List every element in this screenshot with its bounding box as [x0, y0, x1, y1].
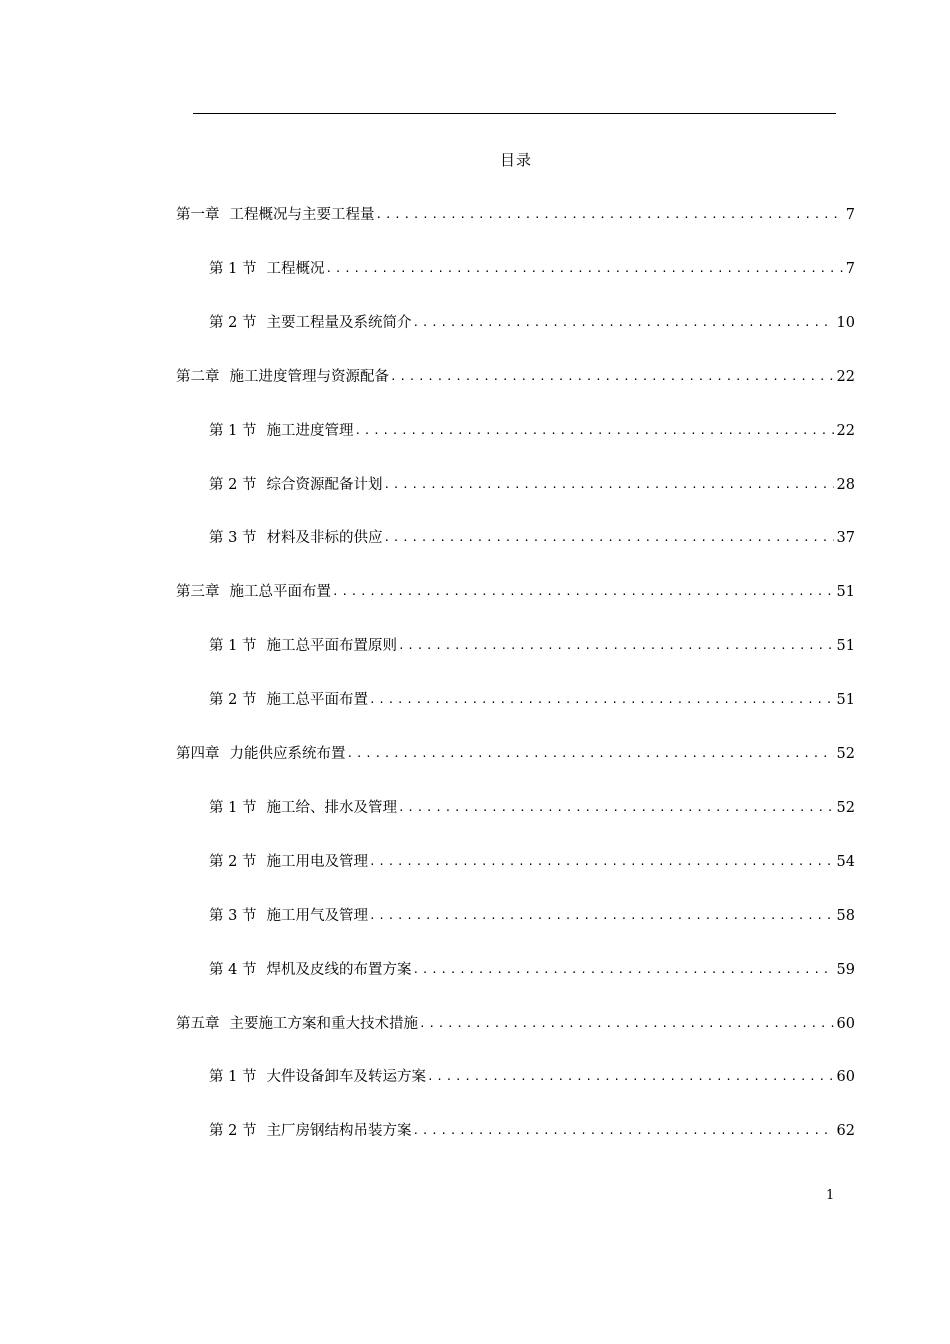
- toc-entry-title: 主要施工方案和重大技术措施: [229, 1016, 418, 1032]
- toc-entry-label: [209, 851, 368, 873]
- toc-entry-page: 22: [836, 369, 855, 385]
- toc-entry-page: 52: [836, 746, 855, 762]
- toc-entry-page: 22: [836, 423, 855, 439]
- toc-entry-number: 第 1 节: [209, 423, 257, 439]
- dot-leader: [398, 797, 834, 819]
- toc-chapter-entry[interactable]: [176, 743, 855, 765]
- toc-entry-number: 第一章: [176, 207, 220, 223]
- dot-leader: [325, 258, 842, 280]
- toc-entry-number: 第 2 节: [209, 477, 257, 493]
- toc-entry-label: [209, 689, 368, 711]
- page-number: 1: [826, 1188, 835, 1203]
- toc-entry-title: 施工用电及管理: [266, 854, 368, 870]
- toc-entry-page: 54: [836, 854, 855, 870]
- toc-section-entry[interactable]: [209, 420, 855, 442]
- toc-entry-title: 大件设备卸车及转运方案: [266, 1069, 426, 1085]
- toc-section-entry[interactable]: [209, 959, 855, 981]
- toc-entry-label: [209, 474, 382, 496]
- toc-entry-label: [209, 258, 324, 280]
- toc-entry-page: 60: [836, 1069, 855, 1085]
- toc-entry-label: [176, 743, 346, 765]
- toc-entry-number: 第三章: [176, 584, 220, 600]
- toc-entry-label: [209, 312, 411, 334]
- toc-section-entry[interactable]: [209, 851, 855, 873]
- toc-entry-label: [209, 905, 368, 927]
- toc-entry-title: 施工用气及管理: [266, 908, 368, 924]
- toc-entry-label: [209, 1120, 411, 1142]
- dot-leader: [419, 1013, 834, 1035]
- toc-chapter-entry[interactable]: [176, 366, 855, 388]
- toc-entry-title: 施工总平面布置原则: [266, 638, 397, 654]
- toc-entry-title: 主厂房钢结构吊装方案: [266, 1123, 412, 1139]
- toc-title: 目录: [499, 151, 532, 169]
- dot-leader: [369, 905, 834, 927]
- toc-entry-title: 综合资源配备计划: [266, 477, 383, 493]
- toc-entry-label: [176, 1013, 418, 1035]
- toc-section-entry[interactable]: [209, 474, 855, 496]
- toc-entry-number: 第 2 节: [209, 1123, 257, 1139]
- toc-entry-number: 第 2 节: [209, 315, 257, 331]
- dot-leader: [383, 474, 833, 496]
- toc-entry-number: 第 1 节: [209, 638, 257, 654]
- toc-entry-page: 51: [836, 638, 855, 654]
- toc-entry-title: 主要工程量及系统简介: [266, 315, 412, 331]
- toc-entry-page: 58: [836, 908, 855, 924]
- toc-chapter-entry[interactable]: [176, 581, 855, 603]
- toc-entry-label: [209, 527, 382, 549]
- toc-entry-page: 52: [836, 800, 855, 816]
- toc-entry-title: 力能供应系统布置: [229, 746, 346, 762]
- toc-entry-label: [209, 797, 397, 819]
- toc-entry-page: 10: [836, 315, 855, 331]
- toc-entry-page: 51: [836, 692, 855, 708]
- toc-entry-title: 施工总平面布置: [266, 692, 368, 708]
- dot-leader: [347, 743, 834, 765]
- toc-entry-title: 焊机及皮线的布置方案: [266, 962, 412, 978]
- toc-entry-number: 第 1 节: [209, 1069, 257, 1085]
- toc-section-entry[interactable]: [209, 689, 855, 711]
- dot-leader: [354, 420, 833, 442]
- toc-entry-label: [209, 1066, 426, 1088]
- toc-entry-number: 第 1 节: [209, 261, 257, 277]
- dot-leader: [332, 581, 834, 603]
- toc-entry-page: 60: [836, 1016, 855, 1032]
- toc-entry-page: 7: [845, 207, 855, 223]
- dot-leader: [412, 959, 833, 981]
- toc-entry-title: 材料及非标的供应: [266, 530, 383, 546]
- toc-section-entry[interactable]: [209, 797, 855, 819]
- toc-entry-number: 第四章: [176, 746, 220, 762]
- toc-entry-number: 第二章: [176, 369, 220, 385]
- toc-section-entry[interactable]: [209, 1120, 855, 1142]
- toc-section-entry[interactable]: [209, 312, 855, 334]
- toc-entry-label: [176, 366, 389, 388]
- dot-leader: [412, 312, 833, 334]
- toc-entry-page: 59: [836, 962, 855, 978]
- dot-leader: [398, 635, 834, 657]
- toc-section-entry[interactable]: [209, 635, 855, 657]
- toc-entry-title: 施工给、排水及管理: [266, 800, 397, 816]
- toc-entry-label: [209, 959, 411, 981]
- toc-entry-label: [209, 420, 353, 442]
- toc-entry-number: 第 3 节: [209, 908, 257, 924]
- toc-section-entry[interactable]: [209, 1066, 855, 1088]
- toc-entry-title: 工程概况与主要工程量: [229, 207, 375, 223]
- toc-entry-number: 第五章: [176, 1016, 220, 1032]
- toc-entry-page: 51: [836, 584, 855, 600]
- toc-section-entry[interactable]: [209, 905, 855, 927]
- toc-entry-number: 第 2 节: [209, 854, 257, 870]
- dot-leader: [412, 1120, 833, 1142]
- dot-leader: [376, 204, 843, 226]
- toc-section-entry[interactable]: [209, 258, 855, 280]
- toc-entry-title: 工程概况: [266, 261, 325, 277]
- toc-entry-label: [209, 635, 397, 657]
- dot-leader: [390, 366, 834, 388]
- dot-leader: [369, 851, 834, 873]
- toc-entry-title: 施工进度管理: [266, 423, 354, 439]
- toc-entry-label: [176, 581, 331, 603]
- dot-leader: [383, 527, 833, 549]
- toc-entry-number: 第 3 节: [209, 530, 257, 546]
- toc-entry-title: 施工总平面布置: [229, 584, 331, 600]
- toc-entry-title: 施工进度管理与资源配备: [229, 369, 389, 385]
- toc-entry-label: [176, 204, 375, 226]
- toc-entry-page: 7: [845, 261, 855, 277]
- toc-entry-page: 28: [836, 477, 855, 493]
- toc-entry-number: 第 2 节: [209, 692, 257, 708]
- toc-entry-page: 37: [836, 530, 855, 546]
- toc-chapter-entry[interactable]: [176, 1013, 855, 1035]
- toc-entry-number: 第 1 节: [209, 800, 257, 816]
- toc-section-entry[interactable]: [209, 527, 855, 549]
- dot-leader: [369, 689, 834, 711]
- dot-leader: [427, 1066, 834, 1088]
- toc-chapter-entry[interactable]: [176, 204, 855, 226]
- toc-entry-page: 62: [836, 1123, 855, 1139]
- toc-entry-number: 第 4 节: [209, 962, 257, 978]
